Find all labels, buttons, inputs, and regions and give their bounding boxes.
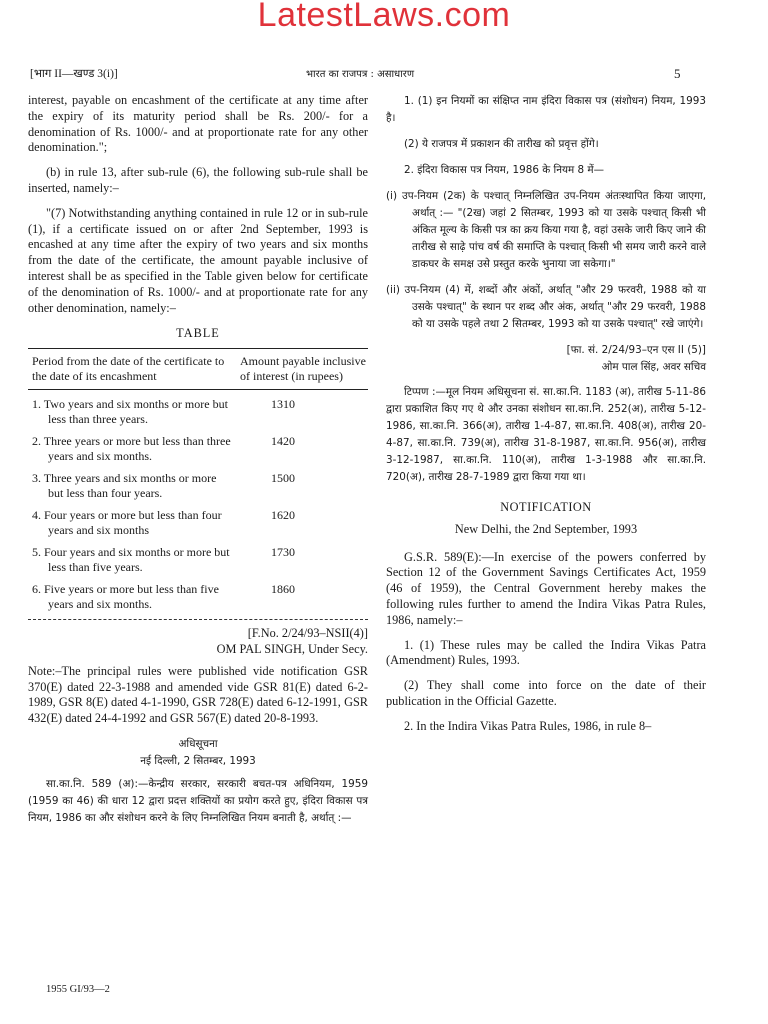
hindi-heading: अधिसूचना (178, 737, 218, 750)
header-part-label: [भाग II—खण्ड 3(i)] (30, 68, 118, 80)
hindi-clause-ii: (ii) उप-नियम (4) में, शब्दों और अंकों, अर्थात् "और 29 फरवरी, 1988 को या उसके पश्चात्" के स्थान पर शब्द और अंक, अर्थात् "और 29 फरवरी, 1988 को या उसके पहले तथा 2 सितम्बर, 1993 को या उसके पश्चात्" रखे जाएंगे। (386, 284, 706, 330)
paragraph-b: (b) in rule 13, after sub-rule (6), the following sub-rule shall be inserted, namely:– (28, 165, 368, 195)
hindi-signatory: ओम पाल सिंह, अवर सचिव (601, 361, 706, 373)
gsr-paragraph: G.S.R. 589(E):—In exercise of the powers conferred by Section 12 of the Government Savings Certificates Act, 1959 (46 of 1959), the Central Government hereby makes the following rules further to amend the Indira Vikas Patra Rules, 1986, namely:– (386, 549, 706, 627)
table-row (28, 545, 368, 582)
hindi-rule-1: 1. (1) इन नियमों का संक्षिप्त नाम इंदिरा विकास पत्र (संशोधन) नियम, 1993 है। (386, 95, 706, 124)
table-bottom-rule (28, 619, 368, 620)
notification-heading: NOTIFICATION (500, 500, 592, 514)
note-paragraph: Note:–The principal rules were published vide notification GSR 370(E) dated 22-3-1988 and amended vide GSR 81(E) dated 6-2-1989, GSR 8(E) dated 4-1-1990, GSR 728(E) dated 6-12-1991, GSR 432(E) dated 24-4-1992 and GSR 567(E) dated 20-8-1993. (28, 663, 368, 726)
signatory: OM PAL SINGH, Under Secy. (216, 641, 368, 656)
table-title: TABLE (176, 326, 220, 341)
table-cell-period: 2. Three years or more but less than three years and six months. (32, 434, 231, 463)
page-number: 5 (674, 66, 681, 81)
hindi-rule-2: 2. इंदिरा विकास पत्र नियम, 1986 के नियम 8 में— (404, 164, 605, 176)
table-cell-period: 4. Four years or more but less than four years and six months (32, 508, 222, 537)
rule-1-2: (2) They shall come into force on the date of their publication in the Official Gazette. (386, 678, 706, 708)
table-header-row (28, 349, 368, 389)
table-cell-amount: 1500 (271, 471, 295, 486)
right-column (386, 93, 706, 744)
hindi-paragraph: सा.का.नि. 589 (अ):—केन्द्रीय सरकार, सरकारी बचत-पत्र अधिनियम, 1959 (1959 का 46) की धारा 12 द्वारा प्रदत्त शक्तियों का प्रयोग करते हुए, इंदिरा विकास पत्र नियम, 1986 का और संशोधन करने के लिए निम्नलिखित नियम बनाती है, अर्थात् :— (28, 777, 368, 824)
table-cell-period: 6. Five years or more but less than five years and six months. (32, 582, 219, 611)
table-cell-amount: 1420 (271, 434, 295, 449)
table-cell-period: 1. Two years and six months or more but less than three years. (32, 397, 228, 426)
table-cell-amount: 1310 (271, 397, 295, 412)
table-row (28, 434, 368, 471)
table-cell-period: 5. Four years and six months or more but less than five years. (32, 545, 230, 574)
table-cell-amount: 1730 (271, 545, 295, 560)
paragraph-7: "(7) Notwithstanding anything contained in rule 12 or in sub-rule (1), if a certificate issued on or after 2nd September, 1993 is encashed at any time after the expiry of two years and six months from the date of the certificate, the amount payable inclusive of interest shall be as specified in the Table given below for certificate of the denomination of Rs. 1000/- and at proportionate rate for any other denomination, namely:– (28, 205, 368, 315)
page-header (24, 66, 684, 84)
file-number: [F.No. 2/24/93–NSII(4)] (247, 626, 368, 641)
hindi-date: नई दिल्ली, 2 सितम्बर, 1993 (140, 754, 256, 767)
header-gazette-title: भारत का राजपत्र : असाधारण (306, 69, 415, 80)
hindi-note: टिप्पण :—मूल नियम अधिसूचना सं. सा.का.नि. 1183 (अ), तारीख 5-11-86 द्वारा प्रकाशित किए गए थे और उनका संशोधन सा.का.नि. 252(अ), तारीख 5-12-1986, सा.का.नि. 366(अ), तारीख 1-4-87, सा.का.नि. 408(अ), तारीख 20-4-87, सा.का.नि. 739(अ), तारीख 31-8-1987, सा.का.नि. 956(अ), तारीख 3-12-1987, सा.का.नि. 110(अ), तारीख 1-3-1988 और सा.का.नि. 720(अ), तारीख 28-7-1989 द्वारा किया गया था। (386, 386, 706, 483)
print-code: 1955 GI/93—2 (46, 984, 110, 995)
table-row (28, 582, 368, 619)
hindi-file-number: [फा. सं. 2/24/93–एन एस II (5)] (566, 344, 706, 356)
table-cell-amount: 1860 (271, 582, 295, 597)
amount-table (28, 349, 368, 619)
rule-1-1: 1. (1) These rules may be called the Indira Vikas Patra (Amendment) Rules, 1993. (386, 637, 706, 668)
table-cell-amount: 1620 (271, 508, 295, 523)
paragraph-interest: interest, payable on encashment of the certificate at any time after the expiry of its maturity period shall be Rs. 200/- for a denomination of Rs. 1000/- and at proportionate rate for any other denomination."; (28, 93, 368, 155)
table-header-amount: Amount payable inclusive of interest (in rupees) (240, 354, 366, 383)
table-row (28, 397, 368, 434)
table-row (28, 508, 368, 545)
notification-date: New Delhi, the 2nd September, 1993 (454, 521, 638, 536)
hindi-clause-i: (i) उप-नियम (2क) के पश्चात् निम्नलिखित उप-नियम अंतःस्थापित किया जाएगा, अर्थात् :— "(2ख) जहां 2 सितम्बर, 1993 को या उसके पश्चात् किसी भी अंकित मूल्य के किसी पत्र का क्रय किया गया है, वहां उसके जारी किए जाने की तारीख से साढ़े पांच वर्ष की समाप्ति के पश्चात् किसी भी समय जारी करने वाले डाकघर के समक्ष उसे प्रस्तुत करके भुनाया जा सकेगा।" (386, 190, 706, 270)
hindi-rule-1-2: (2) ये राजपत्र में प्रकाशन की तारीख को प्रवृत्त होंगे। (404, 138, 599, 150)
table-row (28, 471, 368, 508)
rule-2: 2. In the Indira Vikas Patra Rules, 1986, in rule 8– (404, 718, 652, 733)
watermark-logo: LatestLaws.com (257, 0, 511, 34)
table-header-period: Period from the date of the certificate to the date of its encashment (32, 354, 225, 383)
left-column (28, 93, 368, 836)
table-cell-period: 3. Three years and six months or more but less than four years. (32, 471, 217, 500)
